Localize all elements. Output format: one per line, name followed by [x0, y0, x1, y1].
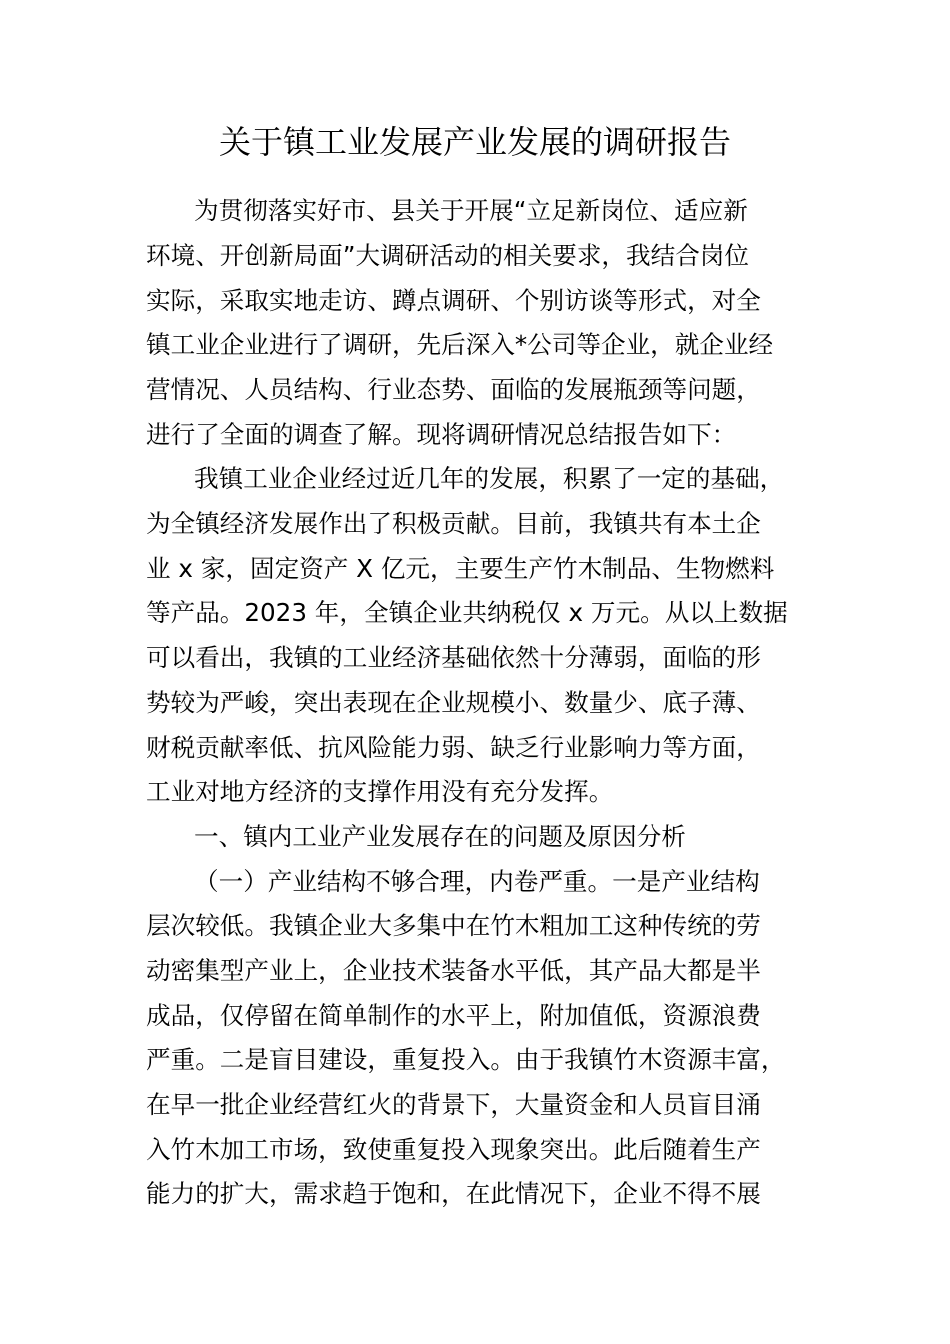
paragraph-line: 在早一批企业经营红火的背景下，大量资金和人员盲目涌: [146, 1090, 761, 1119]
paragraph-line: 业 x 家，固定资产 X 亿元，主要生产竹木制品、生物燃料: [146, 554, 775, 583]
document-title: 关于镇工业发展产业发展的调研报告: [218, 123, 731, 161]
paragraph-line: 层次较低。我镇企业大多集中在竹木粗加工这种传统的劳: [146, 911, 761, 940]
paragraph-line: 为全镇经济发展作出了积极贡献。目前，我镇共有本土企: [146, 509, 761, 538]
paragraph-line: （一）产业结构不够合理，内卷严重。一是产业结构: [194, 867, 760, 896]
paragraph-line: 势较为严峻，突出表现在企业规模小、数量少、底子薄、: [146, 688, 761, 717]
paragraph-line: 严重。二是盲目建设，重复投入。由于我镇竹木资源丰富，: [146, 1045, 786, 1074]
paragraph-line: 财税贡献率低、抗风险能力弱、缺乏行业影响力等方面，: [146, 733, 761, 762]
paragraph-line: 可以看出，我镇的工业经济基础依然十分薄弱，面临的形: [146, 643, 761, 672]
paragraph-line: 环境、开创新局面”大调研活动的相关要求，我结合岗位: [146, 241, 749, 270]
section-heading: 一、镇内工业产业发展存在的问题及原因分析: [194, 822, 686, 851]
paragraph-line: 为贯彻落实好市、县关于开展“立足新岗位、适应新: [194, 196, 748, 225]
paragraph-line: 等产品。2023 年，全镇企业共纳税仅 x 万元。从以上数据: [146, 598, 788, 627]
paragraph-line: 能力的扩大，需求趋于饱和，在此情况下，企业不得不展: [146, 1179, 761, 1208]
paragraph-line: 进行了全面的调查了解。现将调研情况总结报告如下：: [146, 420, 737, 449]
paragraph-line: 镇工业企业进行了调研，先后深入*公司等企业，就企业经: [146, 330, 774, 359]
paragraph-line: 动密集型产业上，企业技术装备水平低，其产品大都是半: [146, 956, 761, 985]
paragraph-line: 我镇工业企业经过近几年的发展，积累了一定的基础，: [194, 464, 785, 493]
paragraph-line: 实际，采取实地走访、蹲点调研、个别访谈等形式，对全: [146, 286, 761, 315]
paragraph-line: 入竹木加工市场，致使重复投入现象突出。此后随着生产: [146, 1135, 761, 1164]
paragraph-line: 营情况、人员结构、行业态势、面临的发展瓶颈等问题，: [146, 375, 761, 404]
paragraph-line: 成品，仅停留在简单制作的水平上，附加值低，资源浪费: [146, 1001, 761, 1030]
paragraph-line: 工业对地方经济的支撑作用没有充分发挥。: [146, 777, 614, 806]
